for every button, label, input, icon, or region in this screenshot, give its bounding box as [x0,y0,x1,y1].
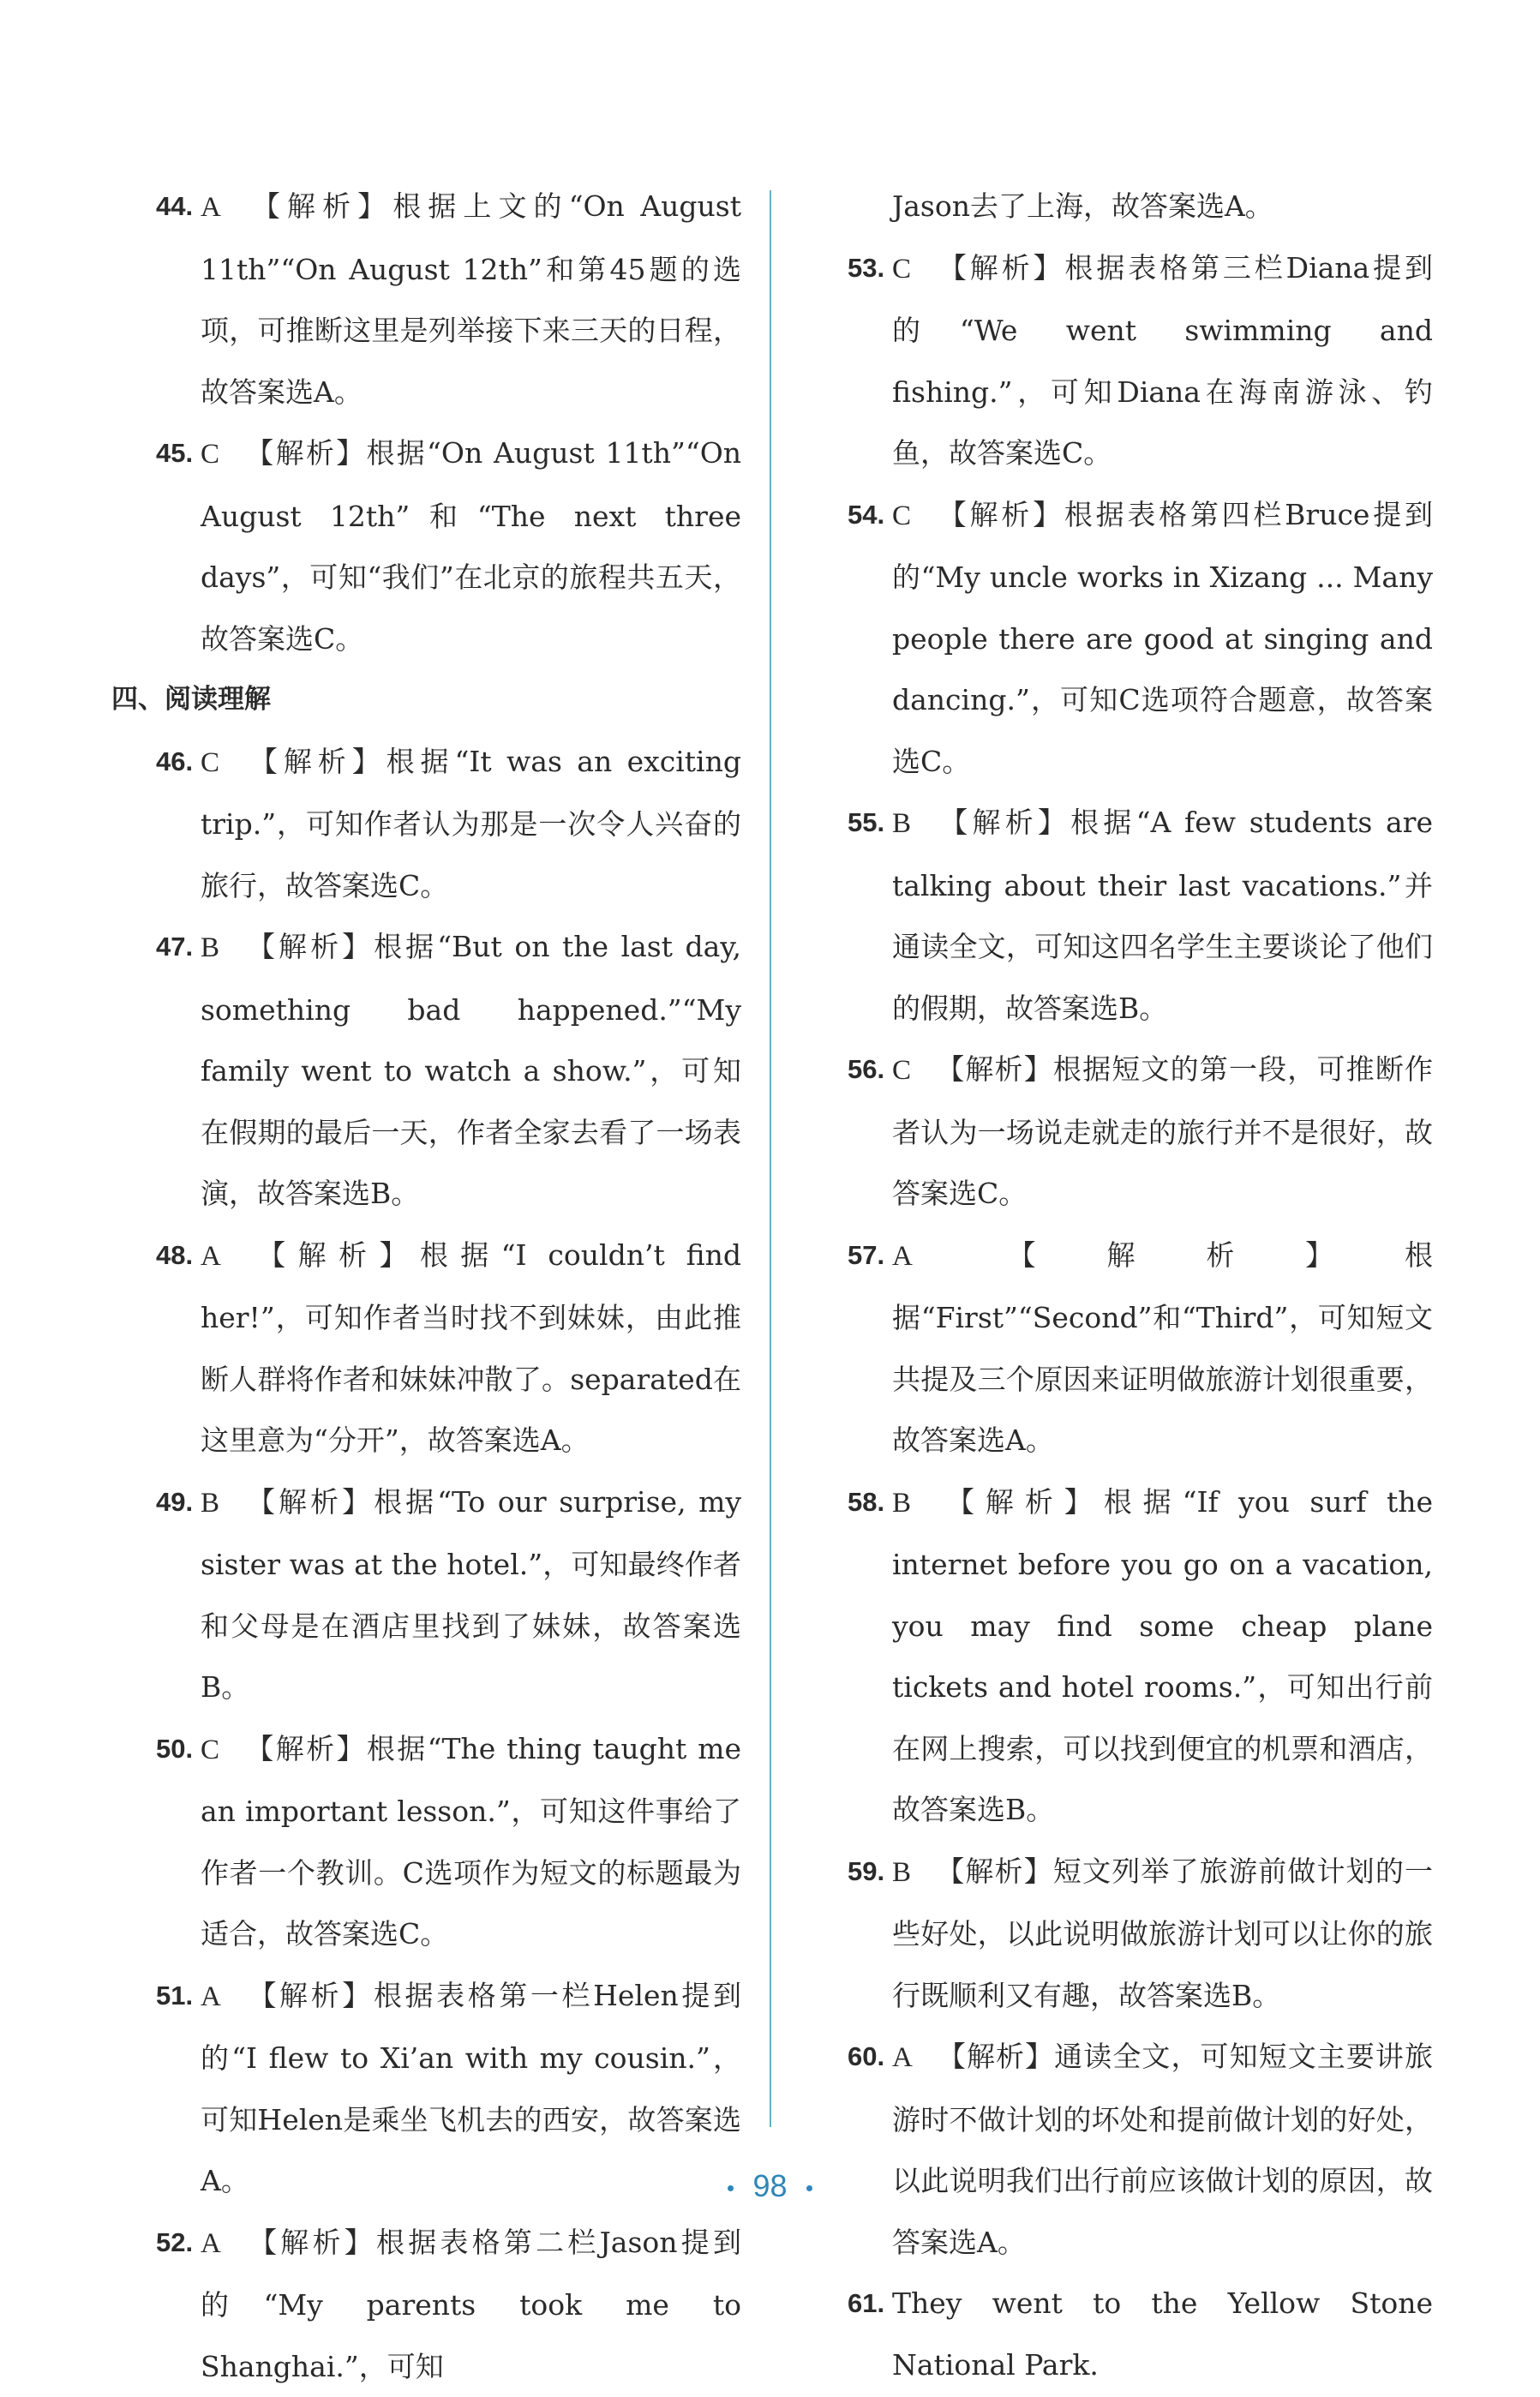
right-dot-icon [806,2185,812,2191]
page-number [0,2168,1540,2204]
explanation-text: 【解析】根据“A few students are talking about their last vacations.”并通读全文，可知这四名学生主要谈论了他们的假期，故答案选B。 [892,806,1433,1025]
question-number: 61. [848,2273,884,2334]
answer-letter: C [201,439,219,470]
answer-item [111,1225,741,1471]
question-number: 58. [848,1471,884,1533]
answer-letter: A [201,192,221,223]
question-number: 50. [156,1718,193,1780]
question-number: 53. [848,237,884,299]
explanation-text: 【解析】根据表格第四栏Bruce提到的“My uncle works in Xizang ... Many people there are good at singing and dancing.”，可知C选项符合题意，故答案选C。 [892,498,1433,778]
answer-letter: B [892,1488,911,1519]
explanation-text: 【解析】根据“The thing taught me an important lesson.”，可知这件事给了作者一个教训。C选项作为短文的标题最为适合，故答案选C。 [201,1732,741,1951]
answer-letter: C [892,500,911,531]
question-number: 51. [156,1965,193,2027]
answer-letter: A [892,2042,913,2073]
answer-item [111,2212,741,2397]
question-number: 60. [848,2026,884,2088]
column-divider [770,190,771,2127]
question-number: 54. [848,484,884,546]
answer-letter: A [201,1981,221,2012]
answer-item [803,2026,1433,2273]
explanation-text: 【解析】根据“It was an exciting trip.”，可知作者认为那是一次令人兴奋的旅行，故答案选C。 [201,745,741,902]
page-number-text: 98 [752,2168,787,2203]
answer-item [111,176,741,422]
answer-letter: B [892,1857,911,1888]
answer-item [803,1225,1433,1471]
answer-item [803,1471,1433,1841]
answer-item [111,1718,741,1965]
question-number: 52. [156,2212,193,2274]
explanation-text: 【解析】根据“To our surprise, my sister was at the hotel.”，可知最终作者和父母是在酒店里找到了妹妹，故答案选B。 [201,1485,741,1705]
answer-item [803,1039,1433,1225]
answer-letter: C [892,1055,911,1086]
left-dot-icon [728,2185,734,2191]
answer-item [803,1841,1433,2027]
explanation-text: 【解析】短文列举了旅游前做计划的一些好处，以此说明做旅游计划可以让你的旅行既顺利又有趣，故答案选B。 [892,1855,1433,2012]
answer-item [111,731,741,917]
answer-item [803,484,1433,793]
explanation-text: 【解析】根据“On August 11th”“On August 12th”和“The next three days”，可知“我们”在北京的旅程共五天，故答案选C。 [201,436,741,656]
question-number: 55. [848,792,884,854]
answer-item [803,2273,1433,2395]
explanation-text: 【解析】根据“But on the last day, something bad happened.”“My family went to watch a show.”，可知在假期的最后一天，作者全家去看了一场表演，故答案选B。 [201,930,741,1210]
answer-letter: B [892,808,911,839]
question-number: 46. [156,731,193,793]
explanation-text: 【解析】根据“First”“Second”和“Third”，可知短文共提及三个原因来证明做旅游计划很重要，故答案选A。 [892,1238,1433,1458]
left-column [111,176,741,2397]
explanation-text: 【解析】根据表格第一栏Helen提到的“I flew to Xi’an with my cousin.”，可知Helen是乘坐飞机去的西安，故答案选A。 [201,1979,741,2198]
explanation-text: 【解析】根据短文的第一段，可推断作者认为一场说走就走的旅行并不是很好，故答案选C。 [892,1052,1433,1210]
answer-letter: C [892,254,911,285]
question-number: 49. [156,1471,193,1533]
answer-letter: B [201,932,219,963]
answer-letter: C [201,1735,219,1765]
answer-letter: A [892,1241,913,1272]
answer-letter: A [201,1241,221,1272]
question-number: 44. [156,176,193,237]
answer-item [803,792,1433,1039]
answer-continuation: Jason去了上海，故答案选A。 [803,176,1433,237]
section-title: 四、阅读理解 [111,669,741,731]
answer-item [111,1471,741,1718]
question-number: 48. [156,1225,193,1286]
answer-item [111,422,741,669]
answer-item [111,916,741,1225]
explanation-text: 【解析】根据“I couldn’t find her!”，可知作者当时找不到妹妹，由此推断人群将作者和妹妹冲散了。separated在这里意为“分开”，故答案选A。 [201,1238,741,1458]
answer-letter: C [201,747,219,778]
explanation-text: 【解析】根据上文的“On August 11th”“On August 12th”和第45题的选项，可推断这里是列举接下来三天的日程，故答案选A。 [201,189,741,409]
explanation-text: 【解析】根据“If you surf the internet before you go on a vacation, you may find some cheap plane tickets and hotel rooms.”，可知出行前在网上搜索，可以找到便宜的机票和酒店，故答案选B。 [892,1485,1433,1827]
explanation-text: 【解析】根据表格第二栏Jason提到的“My parents took me to Shanghai.”，可知 [201,2226,741,2383]
answer-item [803,237,1433,484]
answer-letter: A [201,2228,221,2259]
explanation-text: 【解析】根据表格第三栏Diana提到的“We went swimming and fishing.”，可知Diana在海南游泳、钓鱼，故答案选C。 [892,251,1433,470]
question-number: 57. [848,1225,884,1286]
right-column [803,176,1433,2395]
explanation-text: They went to the Yellow Stone National Park. [892,2286,1433,2382]
question-number: 45. [156,422,193,484]
question-number: 59. [848,1841,884,1903]
explanation-text: 【解析】通读全文，可知短文主要讲旅游时不做计划的坏处和提前做计划的好处，以此说明我们出行前应该做计划的原因，故答案选A。 [892,2040,1433,2259]
question-number: 47. [156,916,193,978]
question-number: 56. [848,1039,884,1100]
answer-letter: B [201,1488,219,1519]
